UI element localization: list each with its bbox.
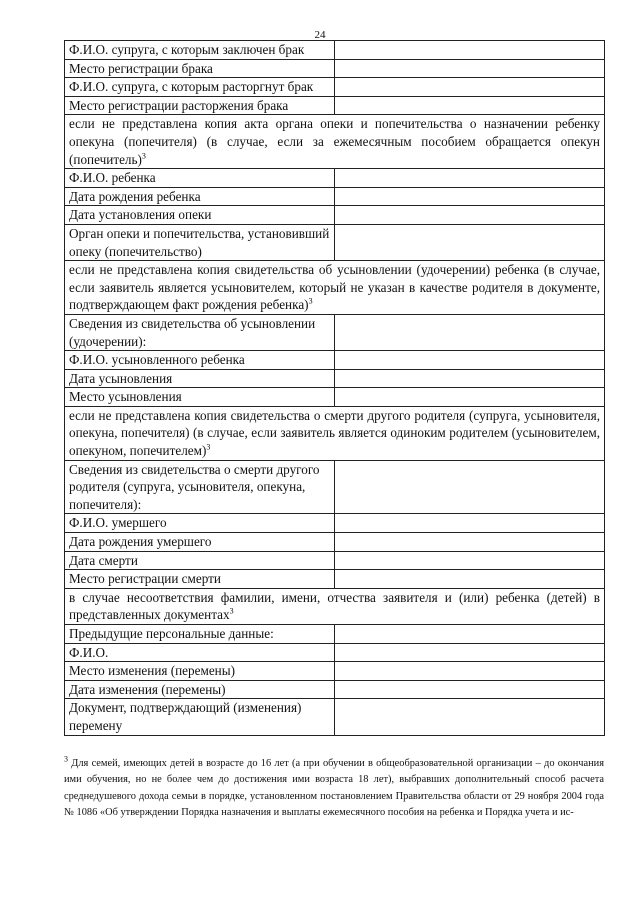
form-field-row	[65, 680, 605, 699]
section-note	[65, 406, 605, 460]
section-note-text: если не представлена копия акта органа опеки и попечительства о назначении ребенку опекуна (попечителя) (в случае, если за ежемесячным пособием обращается опекун (попечитель)	[69, 116, 600, 167]
field-label: Дата установления опеки	[65, 206, 335, 225]
form-field-row	[65, 314, 605, 350]
section-note-text: в случае несоответствия фамилии, имени, отчества заявителя и (или) ребенка (детей) в представленных документах	[69, 589, 600, 623]
form-field-row	[65, 533, 605, 552]
field-value-cell[interactable]	[335, 187, 605, 206]
field-label: Документ, подтверждающий (изменения) перемену	[65, 699, 335, 735]
form-field-row	[65, 514, 605, 533]
field-label: Ф.И.О. умершего	[65, 514, 335, 533]
form-field-row	[65, 224, 605, 260]
form-field-row	[65, 187, 605, 206]
form-field-row	[65, 96, 605, 115]
field-label: Дата изменения (перемены)	[65, 680, 335, 699]
section-note	[65, 588, 605, 624]
field-value-cell[interactable]	[335, 351, 605, 370]
field-label: Ф.И.О. супруга, с которым заключен брак	[65, 41, 335, 60]
form-table-body	[65, 41, 605, 736]
field-label: Ф.И.О. супруга, с которым расторгнут брак	[65, 78, 335, 97]
page-number: 24	[314, 29, 326, 41]
form-field-row	[65, 78, 605, 97]
field-label: Орган опеки и попечительства, установивший опеку (попечительство)	[65, 224, 335, 260]
form-field-row	[65, 662, 605, 681]
field-value-cell[interactable]	[335, 570, 605, 589]
footnote-reference: 3	[141, 151, 146, 161]
field-value-cell[interactable]	[335, 224, 605, 260]
form-field-row	[65, 570, 605, 589]
form-field-row	[65, 460, 605, 514]
field-label: Дата смерти	[65, 551, 335, 570]
section-note	[65, 115, 605, 169]
field-label: Ф.И.О. усыновленного ребенка	[65, 351, 335, 370]
application-form-table	[64, 40, 605, 736]
footnote-marker: 3	[64, 754, 68, 764]
field-label: Место регистрации смерти	[65, 570, 335, 589]
field-value-cell[interactable]	[335, 699, 605, 735]
form-field-row	[65, 351, 605, 370]
field-value-cell[interactable]	[335, 169, 605, 188]
form-field-row	[65, 699, 605, 735]
form-field-row	[65, 551, 605, 570]
form-field-row	[65, 169, 605, 188]
section-note-row	[65, 115, 605, 169]
section-note-row	[65, 406, 605, 460]
field-value-cell[interactable]	[335, 388, 605, 407]
field-label: Дата усыновления	[65, 369, 335, 388]
field-label: Сведения из свидетельства об усыновлении (удочерении):	[65, 314, 335, 350]
field-label: Ф.И.О. ребенка	[65, 169, 335, 188]
field-value-cell[interactable]	[335, 369, 605, 388]
field-label: Место изменения (перемены)	[65, 662, 335, 681]
field-value-cell[interactable]	[335, 514, 605, 533]
field-value-cell[interactable]	[335, 78, 605, 97]
field-value-cell[interactable]	[335, 643, 605, 662]
section-note-row	[65, 261, 605, 315]
field-value-cell[interactable]	[335, 662, 605, 681]
section-note-text: если не представлена копия свидетельства об усыновлении (удочерении) ребенка (в случае, если заявитель является усыновителем, который не указан в качестве родителя в документе, подтверждающем факт рождения ребенка)	[69, 262, 600, 313]
footnote-reference: 3	[206, 442, 211, 452]
field-label: Ф.И.О.	[65, 643, 335, 662]
form-field-row	[65, 41, 605, 60]
field-value-cell[interactable]	[335, 533, 605, 552]
form-field-row	[65, 59, 605, 78]
field-value-cell[interactable]	[335, 625, 605, 644]
field-value-cell[interactable]	[335, 96, 605, 115]
field-value-cell[interactable]	[335, 551, 605, 570]
footnote-reference: 3	[308, 296, 313, 306]
field-value-cell[interactable]	[335, 206, 605, 225]
footnote-reference: 3	[229, 607, 234, 617]
section-note-row	[65, 588, 605, 624]
field-label: Дата рождения умершего	[65, 533, 335, 552]
section-note	[65, 261, 605, 315]
field-value-cell[interactable]	[335, 314, 605, 350]
field-value-cell[interactable]	[335, 59, 605, 78]
field-value-cell[interactable]	[335, 41, 605, 60]
form-field-row	[65, 643, 605, 662]
field-label: Сведения из свидетельства о смерти другого родителя (супруга, усыновителя, опекуна, попечителя):	[65, 460, 335, 514]
field-label: Предыдущие персональные данные:	[65, 625, 335, 644]
field-label: Место регистрации брака	[65, 59, 335, 78]
form-field-row	[65, 206, 605, 225]
field-value-cell[interactable]	[335, 460, 605, 514]
section-note-text: если не представлена копия свидетельства о смерти другого родителя (супруга, усыновителя, опекуна, попечителя) (в случае, если заявитель является одиноким родителем (усыновителем, опекуном, попечителем)	[69, 407, 600, 459]
field-label: Место усыновления	[65, 388, 335, 407]
form-field-row	[65, 388, 605, 407]
field-label: Дата рождения ребенка	[65, 187, 335, 206]
field-label: Место регистрации расторжения брака	[65, 96, 335, 115]
field-value-cell[interactable]	[335, 680, 605, 699]
footnote	[64, 756, 604, 822]
footnote-text: Для семей, имеющих детей в возрасте до 16 лет (а при обучении в общеобразовательной организации – до окончания ими обучения, но не более чем до достижения ими возраста 18 лет), выбравших дополнительный способ расчета среднедушевого дохода семьи в порядке, установленном постановлением Правительства области от 29 ноября 2004 года № 1086 «Об утверждении Порядка назначения и выплаты ежемесячного пособия на ребенка и Порядка учета и ис-	[64, 758, 604, 819]
form-field-row	[65, 369, 605, 388]
form-field-row	[65, 625, 605, 644]
